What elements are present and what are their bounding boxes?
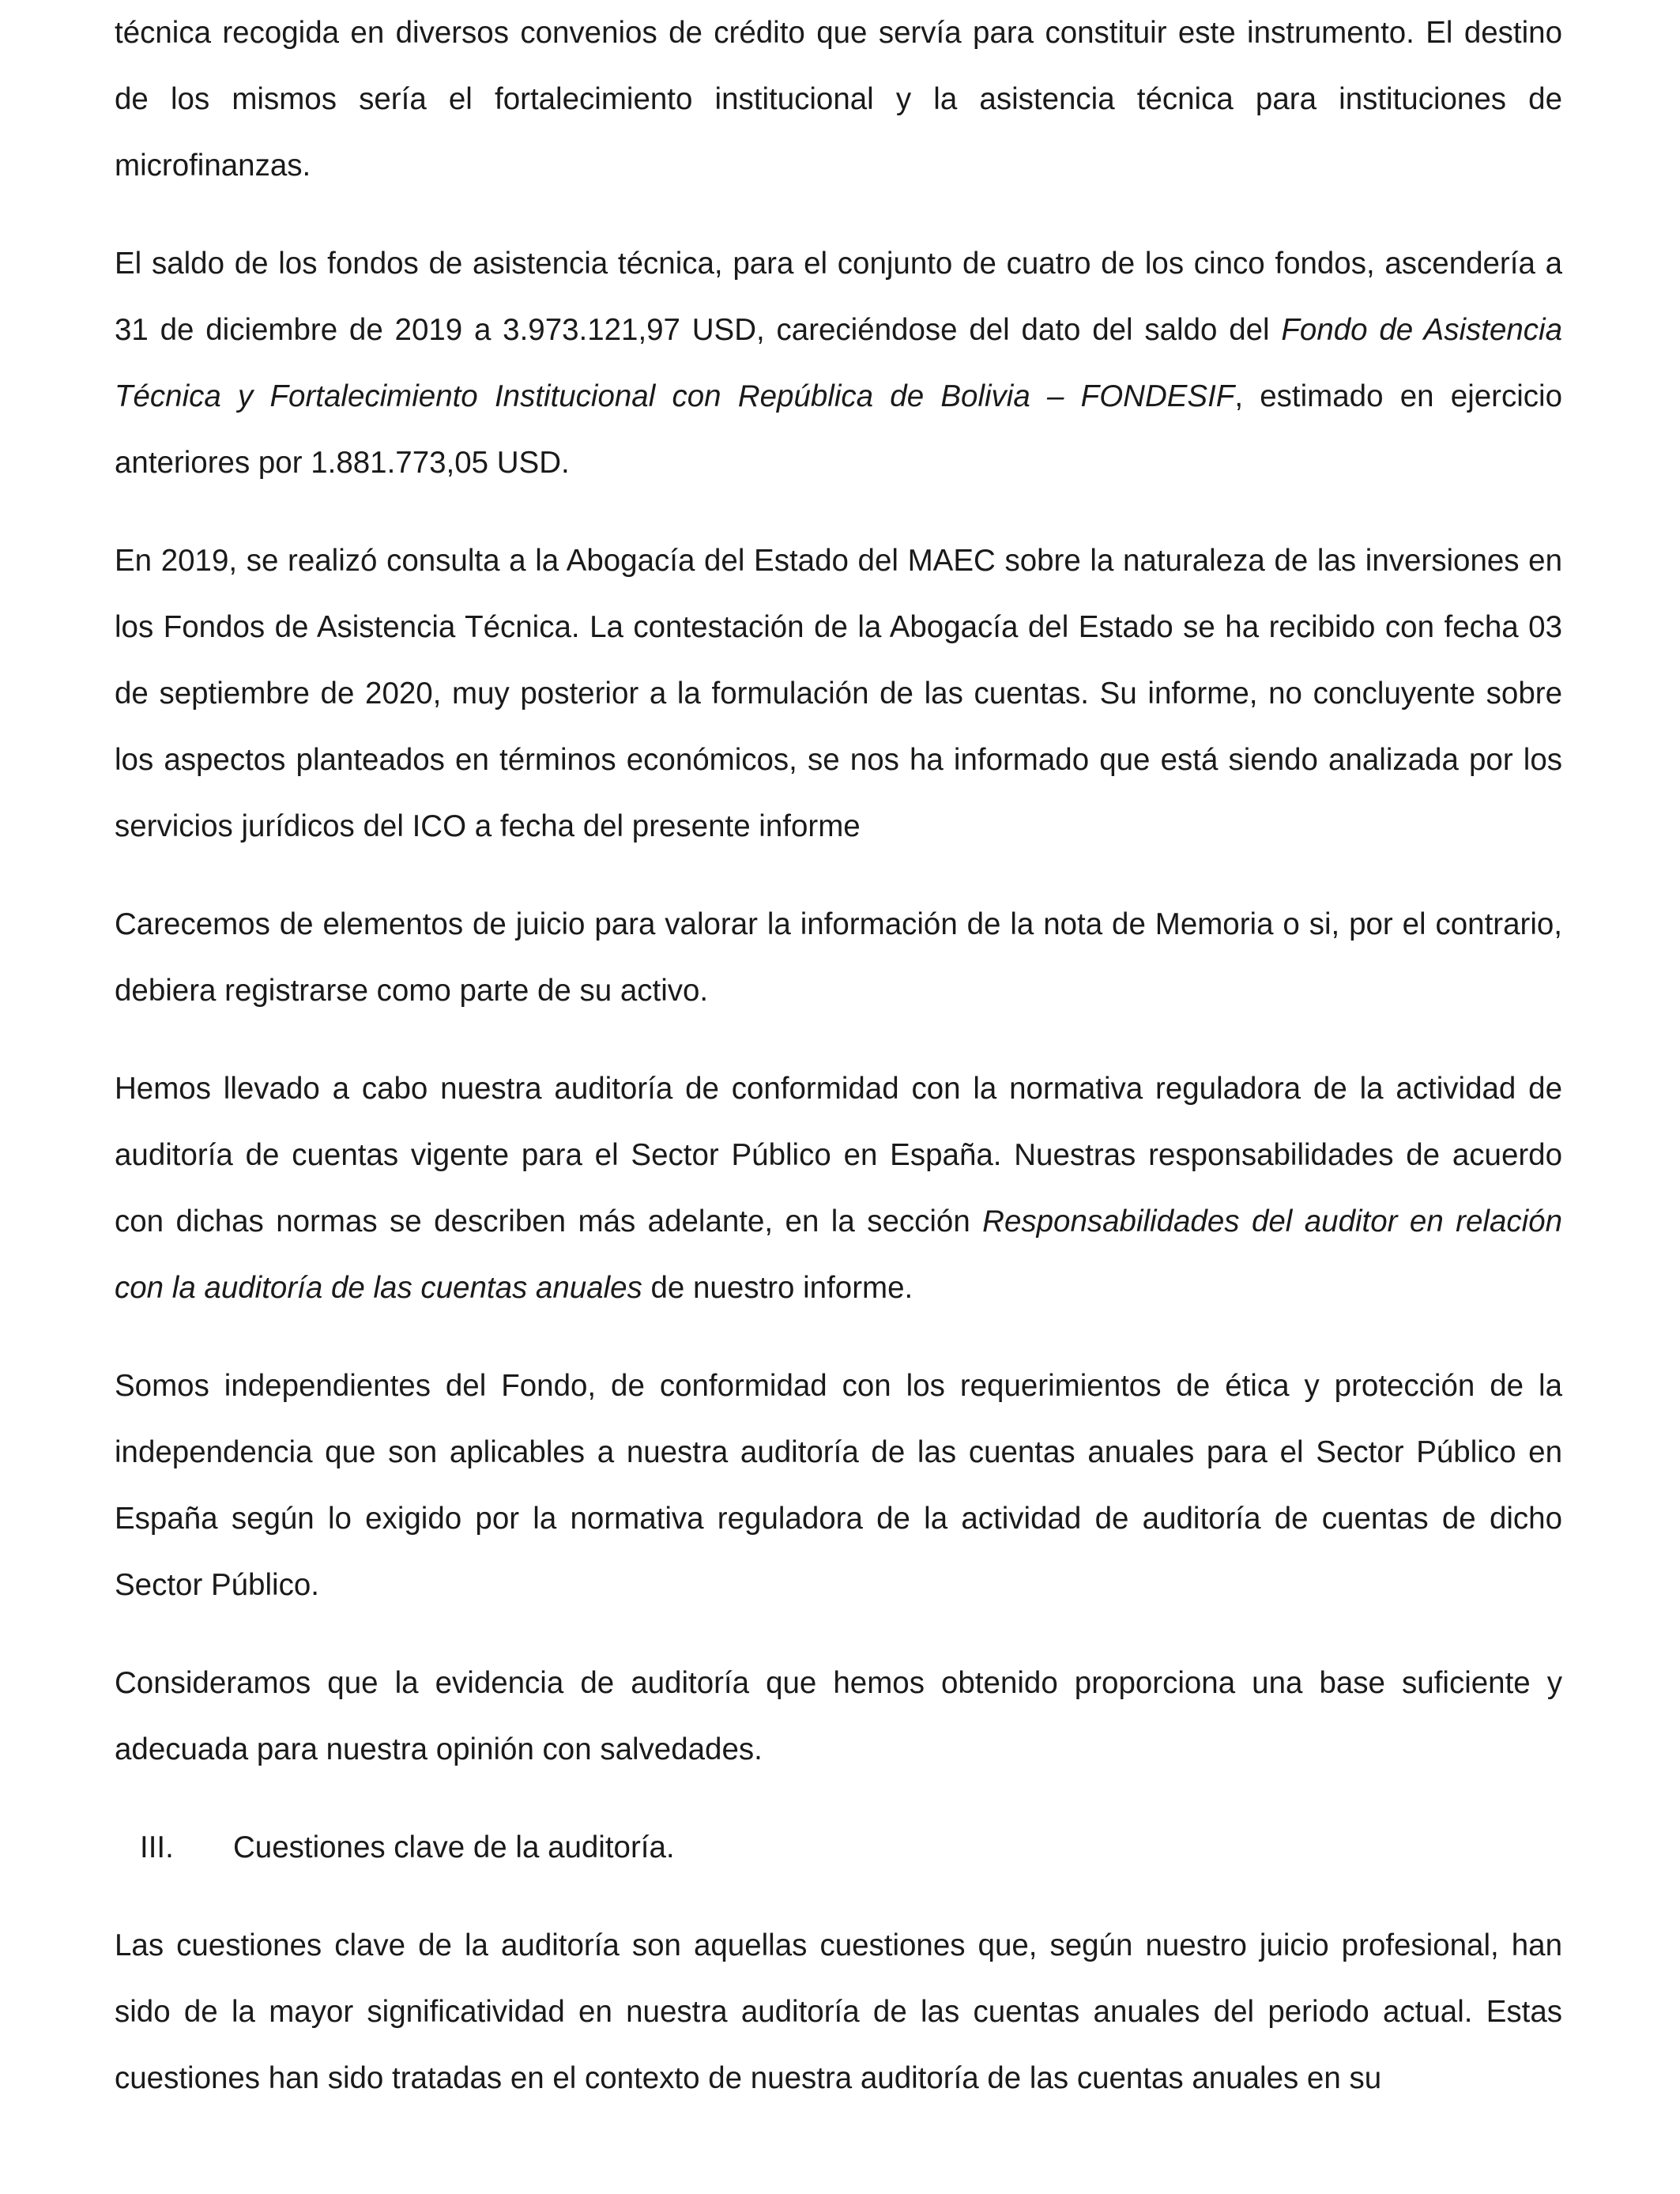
paragraph-text: Carecemos de elementos de juicio para valorar la información de la nota de Memoria o si, por el contrario, debiera registrarse como parte de su activo.	[115, 907, 1562, 1008]
paragraph-text: En 2019, se realizó consulta a la Abogacía del Estado del MAEC sobre la naturaleza de las inversiones en los Fondos de Asistencia Técnica. La contestación de la Abogacía del Estado se ha recibido con fecha 03 de septiembre de 2020, muy posterior a la formulación de las cuentas. Su informe, no concluyente sobre los aspectos planteados en términos económicos, se nos ha informado que está siendo analizada por los servicios jurídicos del ICO a fecha del presente informe	[115, 544, 1562, 843]
paragraph-fund-purpose	[115, 0, 1562, 199]
paragraph-lack-of-evidence	[115, 892, 1562, 1024]
fund-name-italic: Fondo de Asistencia Técnica y Fortalecimiento Institucional con República de Bolivia – FONDESIF	[115, 313, 1562, 413]
section-number: III.	[140, 1830, 174, 1864]
paragraph-fund-balance	[115, 231, 1562, 496]
paragraph-text: Consideramos que la evidencia de auditoría que hemos obtenido proporciona una base suficiente y adecuada para nuestra opinión con salvedades.	[115, 1666, 1562, 1766]
paragraph-independence	[115, 1353, 1562, 1619]
paragraph-evidence-basis	[115, 1650, 1562, 1783]
section-title: Cuestiones clave de la auditoría.	[233, 1830, 675, 1864]
paragraph-audit-standards	[115, 1056, 1562, 1321]
paragraph-text: técnica recogida en diversos convenios de crédito que servía para constituir este instrumento. El destino de los mismos sería el fortalecimiento institucional y la asistencia técnica para instituciones de microfinanzas.	[115, 16, 1562, 183]
paragraph-text: Somos independientes del Fondo, de conformidad con los requerimientos de ética y protección de la independencia que son aplicables a nuestra auditoría de las cuentas anuales para el Sector Público en España según lo exigido por la normativa reguladora de la actividad de auditoría de cuentas de dicho Sector Público.	[115, 1369, 1562, 1602]
paragraph-text: Las cuestiones clave de la auditoría son aquellas cuestiones que, según nuestro juicio profesional, han sido de la mayor significatividad en nuestra auditoría de las cuentas anuales del periodo actual. Estas cuestiones han sido tratadas en el contexto de nuestra auditoría de las cuentas anuales en su	[115, 1928, 1562, 2095]
paragraph-legal-consultation	[115, 528, 1562, 860]
paragraph-key-matters	[115, 1913, 1562, 2112]
section-reference-italic: Responsabilidades del auditor en relación con la auditoría de las cuentas anuales	[115, 1204, 1562, 1305]
paragraph-text: El saldo de los fondos de asistencia técnica, para el conjunto de cuatro de los cinco fondos, ascendería a 31 de diciembre de 2019 a 3.973.121,97 USD, careciéndose del dato del saldo del	[115, 247, 1562, 347]
document-page	[115, 0, 1562, 2112]
paragraph-text: Hemos llevado a cabo nuestra auditoría de conformidad con la normativa reguladora de la actividad de auditoría de cuentas vigente para el Sector Público en España. Nuestras responsabilidades de acuerdo con dichas normas se describen más adelante, en la sección	[115, 1072, 1562, 1238]
paragraph-text: , estimado en ejercicio anteriores por 1.881.773,05 USD.	[115, 379, 1563, 480]
paragraph-text: de nuestro informe.	[642, 1271, 913, 1305]
section-heading	[115, 1815, 1562, 1881]
